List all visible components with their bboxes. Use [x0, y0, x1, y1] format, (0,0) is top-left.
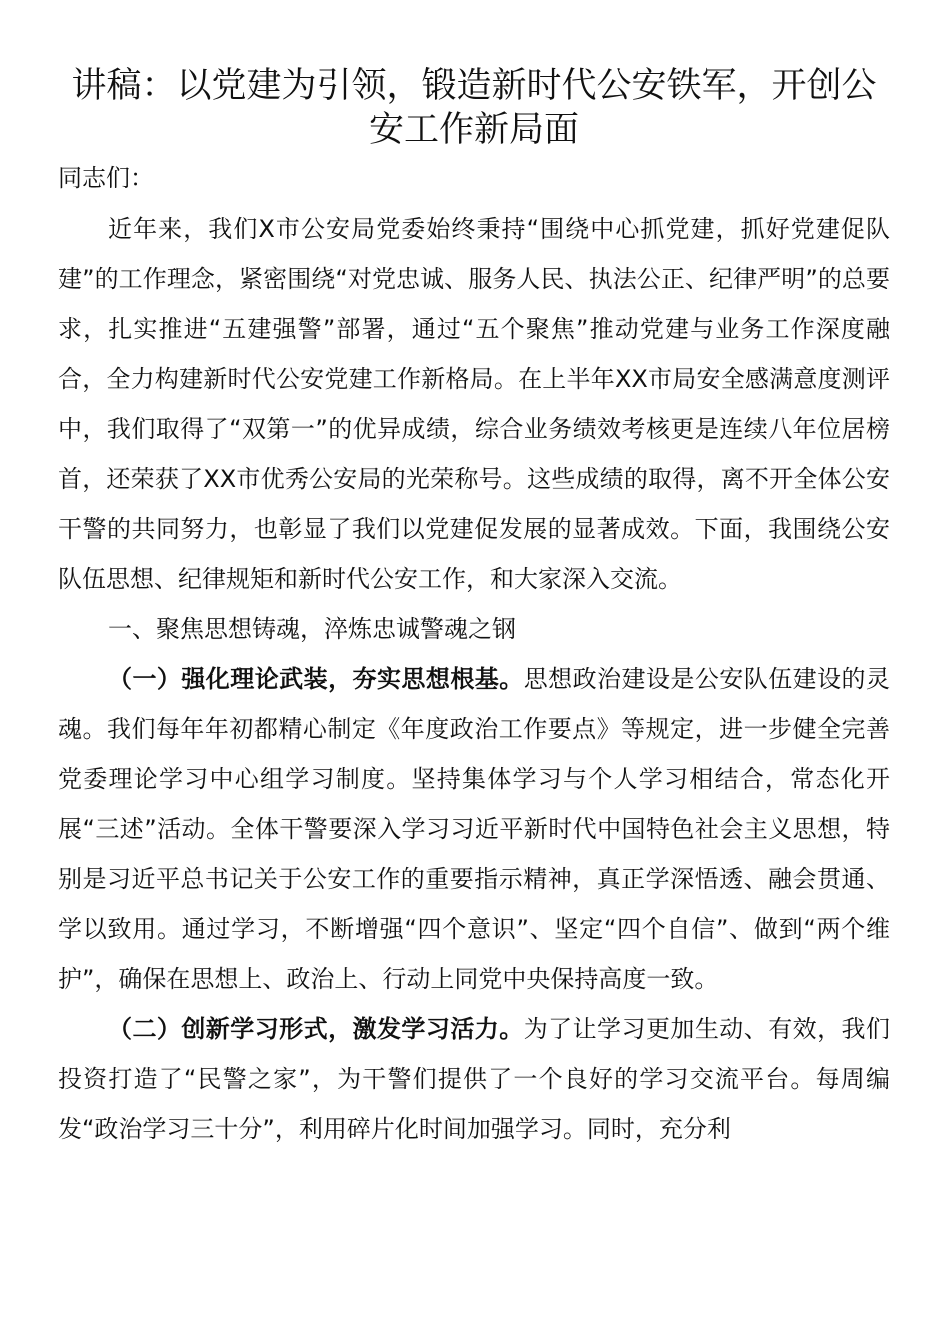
subsection-body-2: 为了让学习更加生动、有效，我们投资打造了“民警之家”，为干警们提供了一个良好的学习交流平台。每周编发“政治学习三十分”，利用碎片化时间加强学习。同时，充分利: [58, 1015, 891, 1143]
section-heading-1: 一、聚焦思想铸魂，淬炼忠诚警魂之钢: [108, 615, 516, 643]
salutation: 同志们：: [58, 164, 154, 192]
subsection-paragraph-2: [58, 1004, 890, 1154]
subsection-heading-2: （二）创新学习形式，激发学习活力。: [108, 1015, 524, 1043]
subsection-paragraph-1: [58, 654, 890, 1004]
intro-paragraph: 近年来，我们X市公安局党委始终秉持“围绕中心抓党建，抓好党建促队建”的工作理念，紧密围绕“对党忠诚、服务人民、执法公正、纪律严明”的总要求，扎实推进“五建强警”部署，通过“五个聚焦”推动党建与业务工作深度融合，全力构建新时代公安党建工作新格局。在上半年XX市局安全感满意度测评中，我们取得了“双第一”的优异成绩，综合业务绩效考核更是连续八年位居榜首，还荣获了XX市优秀公安局的光荣称号。这些成绩的取得，离不开全体公安干警的共同努力，也彰显了我们以党建促发展的显著成效。下面，我围绕公安队伍思想、纪律规矩和新时代公安工作，和大家深入交流。: [58, 215, 890, 593]
document-title: 讲稿：以党建为引领，锻造新时代公安铁军，开创公安工作新局面: [71, 66, 877, 150]
subsection-body-1: 思想政治建设是公安队伍建设的灵魂。我们每年年初都精心制定《年度政治工作要点》等规定，进一步健全完善党委理论学习中心组学习制度。坚持集体学习与个人学习相结合，常态化开展“三述”活动。全体干警要深入学习习近平新时代中国特色社会主义思想，特别是习近平总书记关于公安工作的重要指示精神，真正学深悟透、融会贯通、学以致用。通过学习，不断增强“四个意识”、坚定“四个自信”、做到“两个维护”，确保在思想上、政治上、行动上同党中央保持高度一致。: [58, 665, 891, 993]
subsection-heading-1: （一）强化理论武装，夯实思想根基。: [108, 665, 524, 693]
